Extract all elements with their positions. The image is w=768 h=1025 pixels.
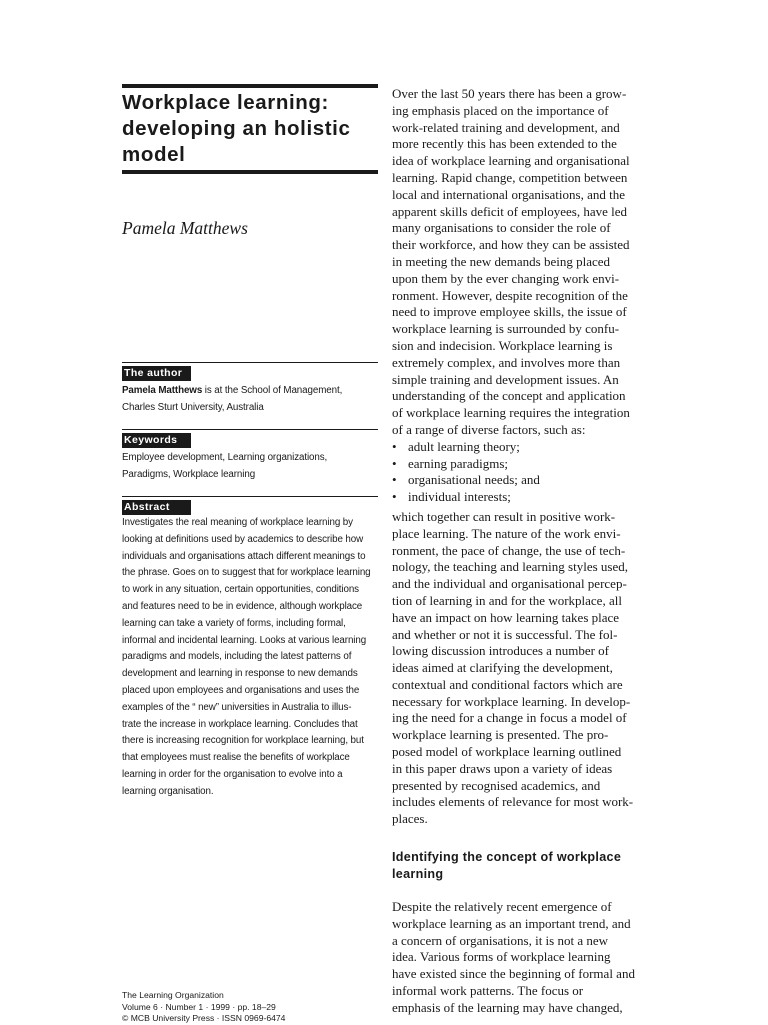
keywords-line: Paradigms, Workplace learning [122,468,256,480]
text-line: sion and indecision. Workplace learning is [392,337,613,353]
title-line: model [122,143,186,166]
text-line: and whether or not it is successful. The fol- [392,626,618,642]
text-line: place learning. The nature of the work envi- [392,525,621,541]
text-line: which together can result in positive work- [392,508,616,524]
text-line: places. [392,811,428,827]
bullet-mark: • [392,438,397,454]
text-line: of a range of diverse factors, such as: [392,421,586,437]
text-line: a concern of organisations, it is not a new [392,932,609,948]
author-byline: Pamela Matthews [122,218,248,238]
abstract-line: learning organisation. [122,785,214,797]
text-line: ronment. However, despite recognition of the [392,287,628,303]
bullet-mark: • [392,472,397,488]
text-line: in meeting the new demands being placed [392,253,611,269]
abstract-line: learning can take a variety of forms, including formal, [122,617,346,629]
article-title [122,90,378,168]
journal-footer [122,990,378,1025]
keywords-label: Keywords [122,433,191,448]
abstract-line: informal and incidental learning. Looks at various learning [122,634,367,646]
text-line: extremely complex, and involves more than [392,354,621,370]
abstract-line: looking at definitions used by academics to describe how [122,533,364,545]
keywords-section [122,429,378,484]
text-line: contextual and conditional factors which are [392,676,623,692]
the-author-text [122,383,378,417]
second-paragraph [392,509,649,828]
the-author-label: The author [122,366,191,381]
text-line: lowing discussion introduces a number of [392,643,609,659]
text-line: idea. Various forms of workplace learning [392,949,611,965]
abstract-text [122,515,378,801]
abstract-line: trate the increase in workplace learning. Concludes that [122,718,358,730]
text-line: necessary for workplace learning. In develop- [392,693,631,709]
the-author-section [122,362,378,417]
text-line: Despite the relatively recent emergence of [392,899,612,915]
text-line: many organisations to consider the role of [392,220,611,236]
text-line: informal work patterns. The focus or [392,983,584,999]
abstract-line: learning in order for the organisation to evolve into a [122,768,343,780]
abstract-line: and features need to be in evidence, although workplace [122,600,363,612]
bullet-mark: • [392,455,397,471]
text-line: ideas aimed at clarifying the development, [392,660,613,676]
keywords-line: Employee development, Learning organizations, [122,452,328,463]
text-line: learning. Rapid change, competition between [392,169,628,185]
heading-line: Identifying the concept of workplace [392,850,622,865]
title-line: Workplace learning: [122,91,329,114]
intro-paragraph [392,86,649,439]
author-affiliation-line2: Charles Sturt University, Australia [122,401,264,413]
text-line: in this paper draws upon a variety of ideas [392,760,613,776]
abstract-line: placed upon employees and organisations and uses the [122,684,360,696]
text-line: their workforce, and how they can be assisted [392,237,630,253]
journal-name: The Learning Organization [122,990,224,1000]
abstract-line: Investigates the real meaning of workplace learning by [122,517,353,528]
abstract-line: there is increasing recognition for workplace learning, but [122,735,364,747]
bullet-mark: • [392,489,397,505]
abstract-line: individuals and organisations attach different meanings to [122,550,366,562]
text-line: local and international organisations, and the [392,186,625,202]
section-rule [122,496,378,497]
section-rule [122,362,378,363]
list-item: • adult learning theory; [392,438,520,454]
factor-list [392,439,649,506]
abstract-label: Abstract [122,500,191,515]
abstract-line: development and learning in response to new demands [122,668,358,680]
journal-copyright: © MCB University Press · ISSN 0969-6474 [122,1013,286,1023]
title-bottom-rule [122,170,378,174]
abstract-line: the phrase. Goes on to suggest that for workplace learning [122,567,371,579]
section-rule [122,429,378,430]
text-line: tion of learning in and for the workplace, all [392,592,622,608]
title-top-rule [122,84,378,88]
text-line: work-related training and development, and [392,119,620,135]
abstract-line: examples of the “ new” universities in Australia to illus- [122,701,352,713]
body-column [392,86,649,1017]
abstract-line: to work in any situation, certain opportunities, conditions [122,584,359,596]
text-line: nology, the teaching and learning styles used, [392,559,628,575]
text-line: more recently this has been extended to the [392,136,617,152]
text-line: presented by recognised academics, and [392,777,601,793]
heading-line: learning [392,867,444,882]
list-item: • individual interests; [392,489,511,505]
text-line: simple training and development issues. An [392,371,619,387]
abstract-line: that employees must realise the benefits of workplace [122,752,350,764]
text-line: understanding of the concept and application [392,388,626,404]
keywords-text [122,450,378,484]
text-line: posed model of workplace learning outlined [392,744,622,760]
abstract-line: paradigms and models, including the latest patterns of [122,651,352,663]
text-line: ronment, the pace of change, the use of tech- [392,542,626,558]
text-line: upon them by the ever changing work envi- [392,270,620,286]
text-line: ing emphasis placed on the importance of [392,102,609,118]
text-line: of workplace learning requires the integration [392,405,630,421]
text-line: ing the need for a change in focus a model of [392,710,627,726]
text-line: emphasis of the learning may have changed, [392,999,623,1015]
text-line: includes elements of relevance for most work- [392,794,634,810]
title-line: developing an holistic [122,117,351,140]
text-line: Over the last 50 years there has been a grow- [392,86,627,101]
text-line: need to improve employee skills, the issue of [392,304,627,320]
third-paragraph [392,899,649,1017]
author-name-bold: Pamela Matthews [122,385,203,396]
text-line: workplace learning is surrounded by confu- [392,321,620,337]
section-heading [392,849,649,883]
journal-issue: Volume 6 · Number 1 · 1999 · pp. 18–29 [122,1001,276,1012]
text-line: workplace learning is presented. The pro- [392,727,609,743]
author-affiliation-line1: is at the School of Management, [202,385,343,396]
abstract-section [122,496,378,801]
text-line: apparent skills deficit of employees, have led [392,203,628,219]
text-line: workplace learning as an important trend, and [392,915,631,931]
text-line: have an impact on how learning takes place [392,609,620,625]
text-line: idea of workplace learning and organisational [392,153,630,169]
list-item: • earning paradigms; [392,455,508,471]
list-item: • organisational needs; and [392,472,540,488]
text-line: have existed since the beginning of formal and [392,966,635,982]
text-line: and the individual and organisational percep- [392,576,627,592]
